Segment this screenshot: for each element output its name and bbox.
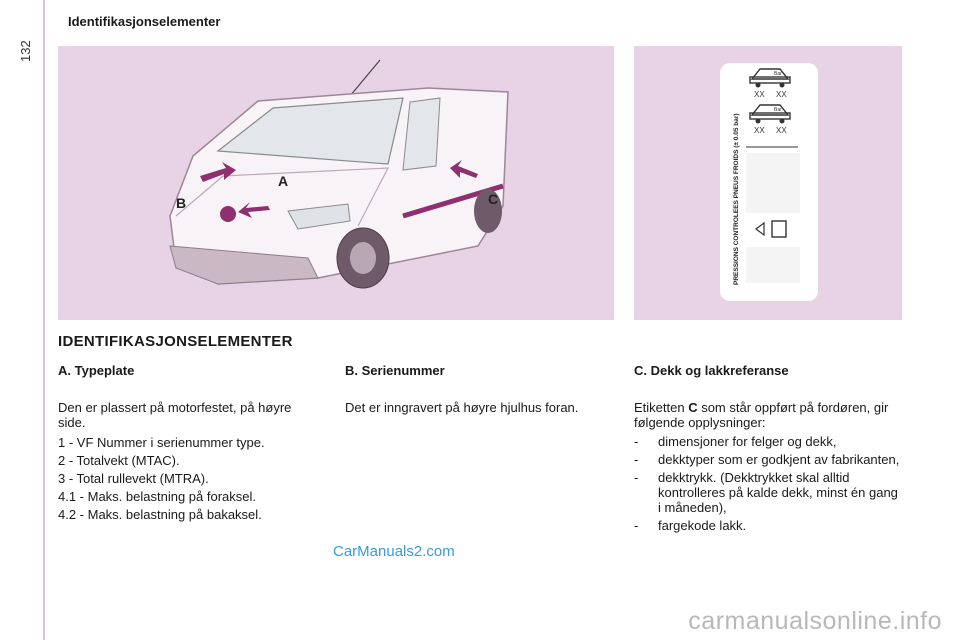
pointer-line (350, 60, 380, 96)
typeplate-line: 4.2 - Maks. belastning på bakaksel. (58, 507, 262, 522)
intro-prefix: Etiketten (634, 400, 689, 415)
list-dash: - (634, 452, 639, 467)
list-text: fargekode lakk. (658, 518, 747, 533)
tire-paint-intro (634, 400, 904, 430)
list-dash: - (634, 518, 639, 533)
watermark-link[interactable]: CarManuals2.com (333, 543, 455, 560)
tire-label-drawing (720, 63, 818, 301)
typeplate-line: 4.1 - Maks. belastning på foraksel. (58, 489, 256, 504)
label-value-2b: XX (776, 126, 787, 135)
list-dash: - (634, 434, 639, 449)
front-hub (350, 242, 376, 274)
typeplate-intro: Den er plassert på motorfestet, på høyre side. (58, 400, 292, 430)
tire-pressure-label (720, 63, 818, 301)
intro-suffix: som står oppført på fordøren, gir følgende opplysninger: (634, 400, 889, 430)
serial-intro: Det er inngravert på høyre hjulhus foran. (345, 400, 579, 415)
label-vertical-text: PRESSIONS CONTROLEES PNEUS FROIDS (± 0.05 bar) (733, 113, 740, 285)
label-value-1a: XX (754, 90, 765, 99)
typeplate-line: 2 - Totalvekt (MTAC). (58, 453, 180, 468)
tire-paint-list (634, 434, 904, 533)
serial-heading: B. Serienummer (345, 363, 445, 378)
label-value-2a: XX (754, 126, 765, 135)
van-illustration (58, 46, 614, 320)
footer-watermark: carmanualsonline.info (688, 607, 942, 635)
label-unit-2: Bar (774, 107, 782, 113)
side-rule (43, 0, 45, 640)
list-text: dimensjoner for felger og dekk, (658, 434, 837, 449)
typeplate-heading: A. Typeplate (58, 363, 135, 378)
intro-callout: C (688, 400, 698, 415)
warning-triangle-icon (756, 223, 764, 235)
list-text: dekktyper som er godkjent av fabrikanten, (658, 452, 900, 467)
label-blank-area (746, 153, 800, 213)
page-number: 132 (18, 40, 33, 62)
label-unit-1: Bar (774, 71, 782, 77)
list-dash: - (634, 470, 639, 485)
list-item (634, 452, 904, 467)
list-text: dekktrykk. (Dekktrykket skal alltid kontrolleres på kalde dekk, minst én gang i måneden), (658, 470, 898, 515)
list-item (634, 434, 904, 449)
typeplate-line: 3 - Total rullevekt (MTRA). (58, 471, 209, 486)
label-value-1b: XX (776, 90, 787, 99)
callout-b: B (176, 195, 187, 211)
column-typeplate (58, 363, 318, 525)
callout-c: C (488, 191, 499, 207)
label-lower-area (746, 247, 800, 283)
column-tire-paint (634, 363, 904, 536)
tire-paint-heading: C. Dekk og lakkreferanse (634, 363, 789, 378)
car-icon-2 (750, 105, 790, 124)
brand-badge (220, 206, 236, 222)
list-item (634, 518, 904, 533)
van-illustration-panel (58, 46, 614, 320)
car-icon-1 (750, 69, 790, 88)
section-title: Identifikasjonselementer (68, 14, 221, 29)
typeplate-line: 1 - VF Nummer i serienummer type. (58, 435, 265, 450)
callout-a: A (278, 173, 289, 189)
list-item (634, 470, 904, 515)
manual-book-icon (772, 221, 786, 237)
column-serial-number (345, 363, 605, 418)
main-heading: IDENTIFIKASJONSELEMENTER (58, 333, 293, 350)
